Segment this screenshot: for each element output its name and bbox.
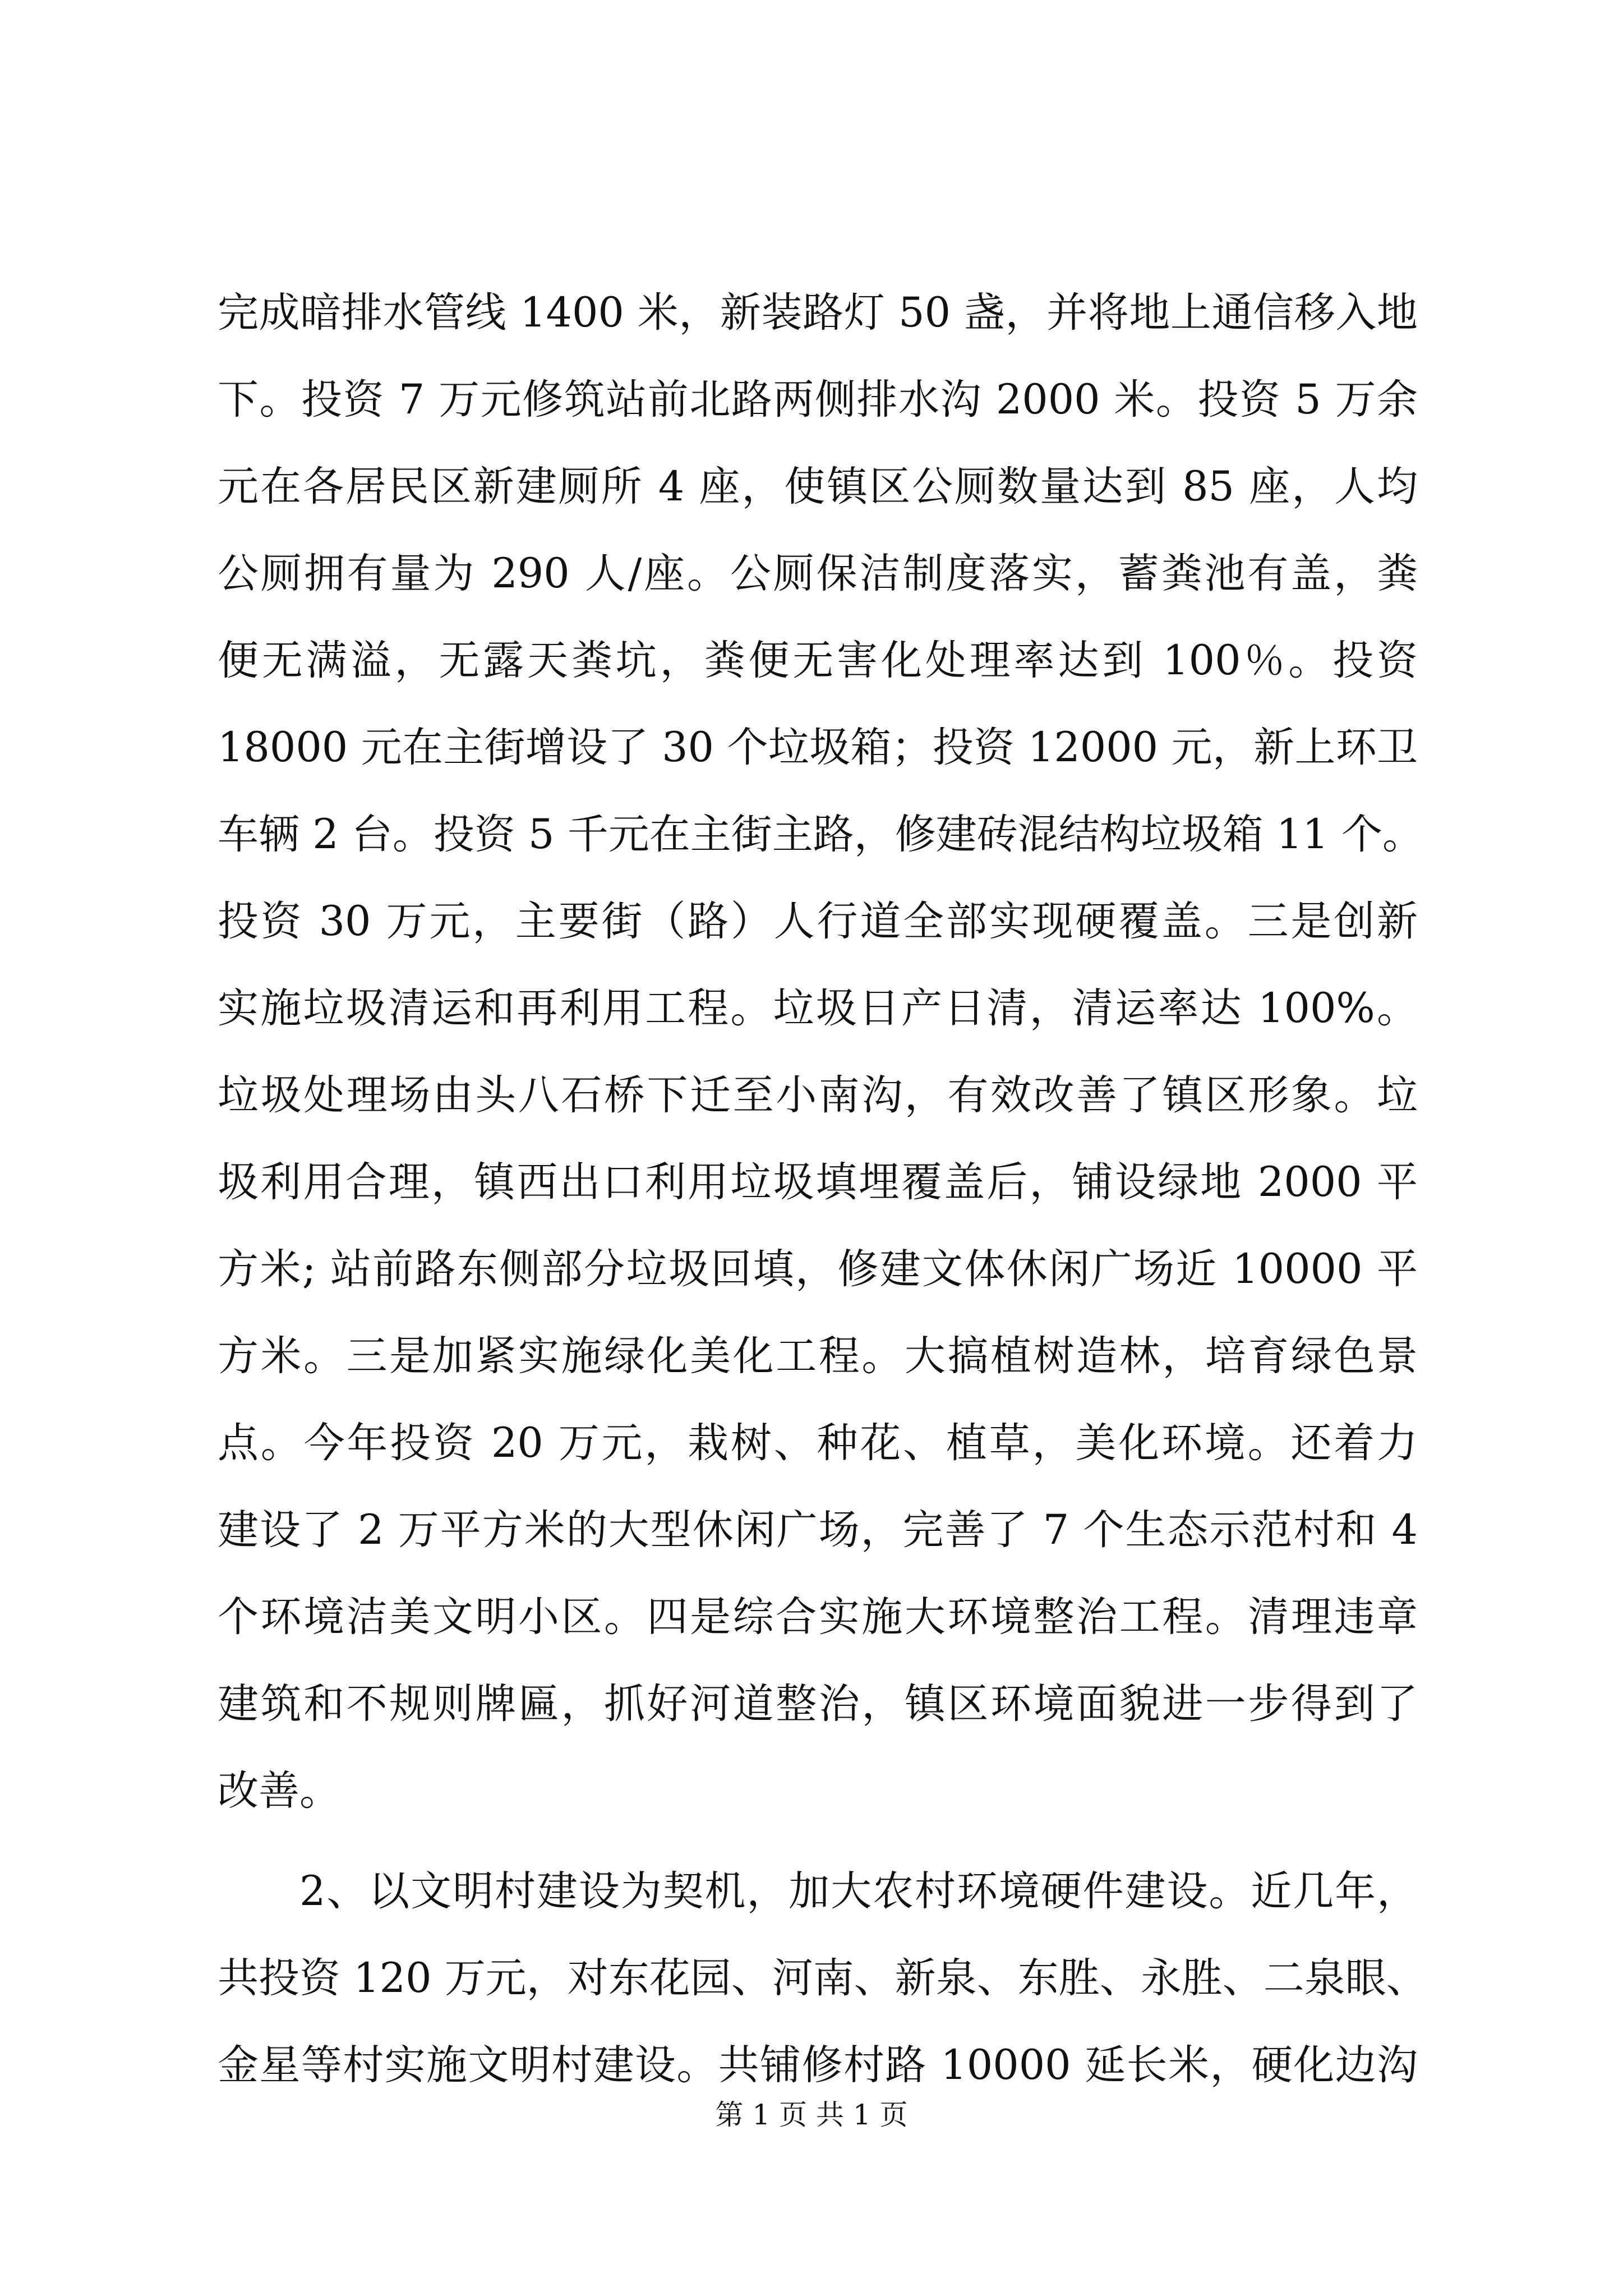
text-line: 车辆 2 台。投资 5 千元在主街主路，修建砖混结构垃圾箱 11 个。 xyxy=(218,811,1424,858)
text-line: 方米; 站前路东侧部分垃圾回填，修建文体休闲广场近 10000 平 xyxy=(218,1245,1418,1293)
paragraph xyxy=(218,1848,1427,2109)
text-line: 建筑和不规则牌匾，抓好河道整治，镇区环境面貌进一步得到了 xyxy=(218,1680,1418,1728)
paragraph xyxy=(218,269,1424,1834)
text-line: 方米。三是加紧实施绿化美化工程。大搞植树造林，培育绿色景 xyxy=(218,1332,1418,1380)
text-line: 金星等村实施文明村建设。共铺修村路 10000 延长米，硬化边沟 xyxy=(218,2041,1418,2089)
text-line: 改善。 xyxy=(218,1767,340,1815)
page-footer: 第 1 页 共 1 页 xyxy=(715,2099,908,2131)
text-line: 垃圾处理场由头八石桥下迁至小南沟，有效改善了镇区形象。垃 xyxy=(218,1071,1418,1119)
document-body xyxy=(218,269,1427,2109)
text-line: 18000 元在主街增设了 30 个垃圾箱；投资 12000 元，新上环卫 xyxy=(218,724,1418,771)
text-line: 投资 30 万元，主要街（路）人行道全部实现硬覆盖。三是创新 xyxy=(218,898,1418,945)
text-line: 建设了 2 万平方米的大型休闲广场，完善了 7 个生态示范村和 4 xyxy=(218,1506,1418,1554)
text-line: 圾利用合理，镇西出口利用垃圾填埋覆盖后，铺设绿地 2000 平 xyxy=(218,1158,1418,1206)
text-line: 个环境洁美文明小区。四是综合实施大环境整治工程。清理违章 xyxy=(218,1593,1418,1641)
text-line: 点。今年投资 20 万元，栽树、种花、植草，美化环境。还着力 xyxy=(218,1419,1418,1467)
text-line: 共投资 120 万元，对东花园、河南、新泉、东胜、永胜、二泉眼、 xyxy=(218,1954,1427,2002)
text-line: 公厕拥有量为 290 人/座。公厕保洁制度落实，蓄粪池有盖，粪 xyxy=(218,550,1418,597)
text-line: 完成暗排水管线 1400 米，新装路灯 50 盏，并将地上通信移入地 xyxy=(218,289,1418,337)
text-line: 2、以文明村建设为契机，加大农村环境硬件建设。近几年， xyxy=(299,1867,1418,1915)
text-line: 便无满溢，无露天粪坑，粪便无害化处理率达到 100％。投资 xyxy=(218,637,1418,684)
paragraph-gap xyxy=(218,1834,1418,1848)
text-line: 下。投资 7 万元修筑站前北路两侧排水沟 2000 米。投资 5 万余 xyxy=(218,376,1418,424)
text-line: 元在各居民区新建厕所 4 座，使镇区公厕数量达到 85 座，人均 xyxy=(218,463,1418,510)
text-line: 实施垃圾清运和再利用工程。垃圾日产日清，清运率达 100%。 xyxy=(218,984,1418,1032)
